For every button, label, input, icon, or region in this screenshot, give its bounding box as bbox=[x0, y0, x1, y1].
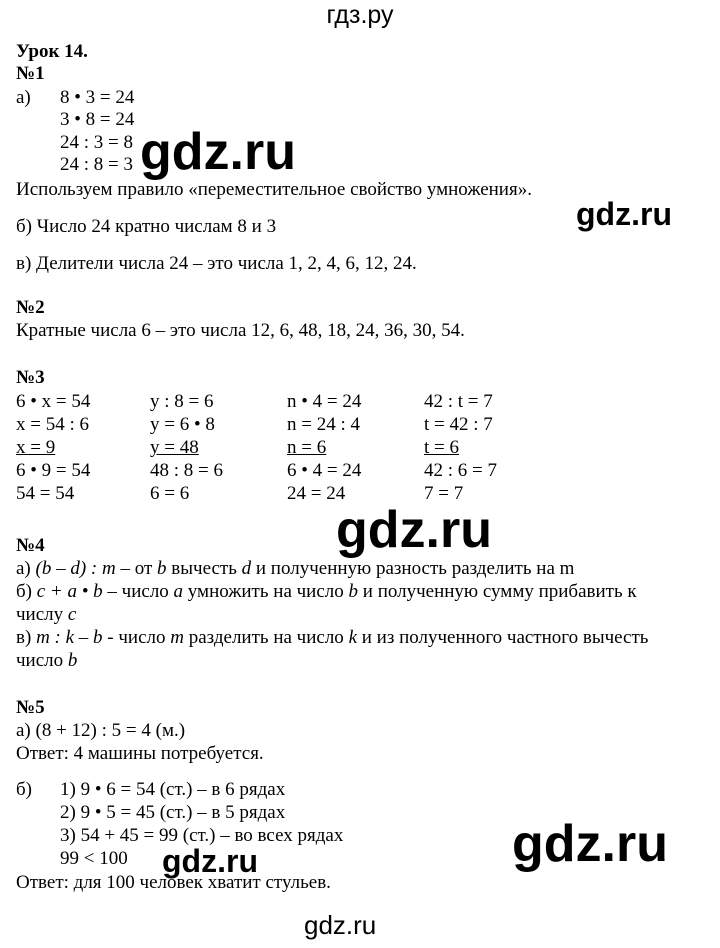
watermark-6: gdz.ru bbox=[304, 910, 377, 940]
task4-c-line2-text: число bbox=[16, 650, 68, 671]
task3-col4-line4: 42 : 6 = 7 bbox=[424, 460, 497, 481]
task5-a-answer: Ответ: 4 машины потребуется. bbox=[16, 743, 264, 764]
task3-col4-line2: t = 42 : 7 bbox=[424, 414, 493, 435]
task1-a-line-2: 3 • 8 = 24 bbox=[60, 109, 135, 130]
task4-b-end: и полученную сумму прибавить к bbox=[358, 581, 637, 602]
lesson-title: Урок 14. bbox=[16, 41, 88, 62]
task4-c-mid2: разделить на число bbox=[184, 627, 349, 648]
task4-c bbox=[16, 626, 648, 650]
task1-c: в) Делители числа 24 – это числа 1, 2, 4, 6, 12, 24. bbox=[16, 253, 417, 274]
task3-number: №3 bbox=[16, 367, 45, 388]
task4-b-mid1: – число bbox=[102, 581, 174, 602]
task4-a-prefix: а) bbox=[16, 558, 36, 579]
task5-b-label: б) bbox=[16, 779, 32, 800]
task4-c-prefix: в) bbox=[16, 627, 37, 648]
task1-number: №1 bbox=[16, 63, 45, 84]
task4-b-var-c: c bbox=[67, 604, 77, 625]
task3-col3-line5: 24 = 24 bbox=[287, 483, 346, 504]
task3-col3-line4: 6 • 4 = 24 bbox=[287, 460, 362, 481]
task4-b-line2-text: числу bbox=[16, 604, 68, 625]
task4-b-expr: c + a • b bbox=[36, 581, 103, 602]
task3-col1-line3: x = 9 bbox=[16, 437, 56, 458]
watermark-4: gdz.ru bbox=[512, 815, 668, 873]
task3-col1-line2: x = 54 : 6 bbox=[16, 414, 89, 435]
site-header: гдз.ру bbox=[326, 1, 394, 29]
task5-a: а) (8 + 12) : 5 = 4 (м.) bbox=[16, 720, 186, 741]
task4-c-var-m: m bbox=[170, 627, 184, 648]
task4-c-var-b: b bbox=[67, 650, 78, 671]
task3-col2-line3: y = 48 bbox=[150, 437, 199, 458]
task4-c-end: и из полученного частного вычесть bbox=[357, 627, 649, 648]
task1-a-line-4: 24 : 8 = 3 bbox=[60, 154, 133, 175]
task5-b-answer: Ответ: для 100 человек хватит стульев. bbox=[16, 872, 331, 893]
task3-col4-line3: t = 6 bbox=[424, 437, 459, 458]
task5-number: №5 bbox=[16, 697, 45, 718]
task5-b-line3: 3) 54 + 45 = 99 (ст.) – во всех рядах bbox=[60, 825, 344, 846]
task4-c-mid1: - число bbox=[102, 627, 171, 648]
task4-c-var-k: k bbox=[348, 627, 357, 648]
task4-a-var-b: b bbox=[157, 558, 167, 579]
task5-b-line2: 2) 9 • 5 = 45 (ст.) – в 5 рядах bbox=[60, 802, 286, 823]
task3-col2-line5: 6 = 6 bbox=[150, 483, 190, 504]
task1-b: б) Число 24 кратно числам 8 и 3 bbox=[16, 216, 277, 237]
task2-number: №2 bbox=[16, 297, 45, 318]
task4-a-end: и полученную разность разделить на m bbox=[251, 558, 575, 579]
task3-col3-line1: n • 4 = 24 bbox=[287, 391, 362, 412]
watermark-3: gdz.ru bbox=[336, 501, 492, 559]
task4-a-mid: вычесть bbox=[166, 558, 242, 579]
task4-b-mid2: умножить на число bbox=[183, 581, 349, 602]
task3-col1-line1: 6 • x = 54 bbox=[16, 391, 91, 412]
task3-col1-line5: 54 = 54 bbox=[16, 483, 75, 504]
task2-text: Кратные числа 6 – это числа 12, 6, 48, 18, 24, 36, 30, 54. bbox=[16, 320, 465, 341]
task4-number: №4 bbox=[16, 535, 45, 556]
task4-b bbox=[16, 580, 637, 604]
task4-a-var-d: d bbox=[241, 558, 252, 579]
task1-a-label: а) bbox=[16, 87, 31, 108]
task1-a-line-3: 24 : 3 = 8 bbox=[60, 132, 133, 153]
task4-b-var-a: a bbox=[173, 581, 184, 602]
task1-a-line-1: 8 • 3 = 24 bbox=[60, 87, 135, 108]
task3-col3-line2: n = 24 : 4 bbox=[287, 414, 360, 435]
watermark-2: gdz.ru bbox=[576, 196, 672, 232]
task5-b-line1: 1) 9 • 6 = 54 (ст.) – в 6 рядах bbox=[60, 779, 286, 800]
watermark-1: gdz.ru bbox=[140, 123, 296, 181]
task4-a-expr: (b – d) : m bbox=[35, 558, 116, 579]
task3-col1-line4: 6 • 9 = 54 bbox=[16, 460, 91, 481]
task4-a bbox=[16, 557, 574, 581]
task4-b-var-b: b bbox=[348, 581, 359, 602]
watermark-5: gdz.ru bbox=[162, 843, 258, 879]
task4-a-dash: – от bbox=[115, 558, 158, 579]
task1-rule: Используем правило «переместительное свойство умножения». bbox=[16, 179, 532, 200]
task4-c-expr: m : k – b bbox=[36, 627, 103, 648]
task3-col4-line1: 42 : t = 7 bbox=[424, 391, 493, 412]
task3-col2-line4: 48 : 8 = 6 bbox=[150, 460, 223, 481]
task3-col4-line5: 7 = 7 bbox=[424, 483, 464, 504]
task5-b-line4: 99 < 100 bbox=[60, 848, 128, 869]
task3-col3-line3: n = 6 bbox=[287, 437, 327, 458]
task4-b-prefix: б) bbox=[16, 581, 37, 602]
task3-col2-line2: y = 6 • 8 bbox=[150, 414, 215, 435]
task4-b-line2 bbox=[16, 603, 76, 627]
task4-c-line2 bbox=[16, 649, 77, 673]
task3-col2-line1: y : 8 = 6 bbox=[150, 391, 214, 412]
